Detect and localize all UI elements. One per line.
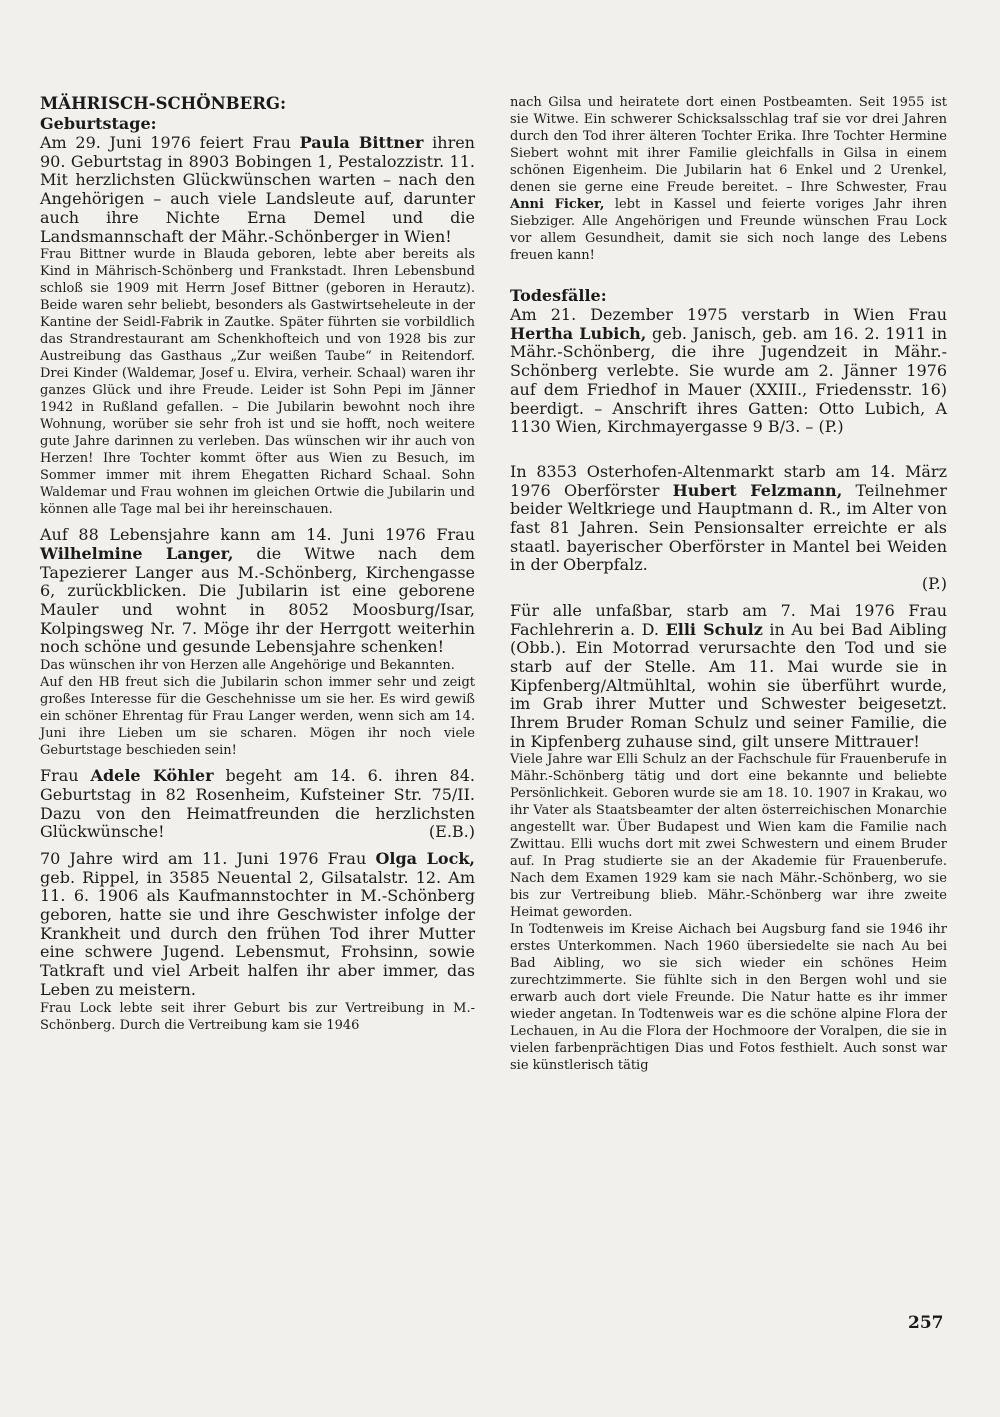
death-schulz	[510, 602, 947, 752]
birthday-bittner-details: Frau Bittner wurde in Blauda geboren, lebte aber bereits als Kind in Mährisch-Schönberg und Frankstadt. Ihren Lebensbund schloß sie 1909 mit Herrn Josef Bittner (geboren in Herautz). Beide waren sehr beliebt, besonders als Gastwirtseheleute in der Kantine der Seidl-Fabrik in Zautke. Später führten sie vorbildlich das Strandrestaurant am Schenkhofteich und von 1928 bis zur Austreibung das Gasthaus „Zur weißen Taube“ in Reitendorf. Drei Kinder (Waldemar, Josef u. Elvira, verheir. Schaal) waren ihr ganzes Glück und ihre Freude. Leider ist Sohn Pepi im Jänner 1942 in Rußland gefallen. – Die Jubilarin bewohnt noch ihre Wohnung, worüber sie sehr froh ist und sie hofft, noch weitere gute Jahre darinnen zu verleben. Das wünschen wir ihr auch von Herzen! Ihre Tochter kommt öfter aus Wien zu Besuch, im Sommer immer mit ihrem Ehegatten Richard Schaal. Sohn Waldemar und Frau wohnen im gleichen Ortwie die Jubilarin und können alle Tage mal bei ihr hereinschauen.	[40, 247, 475, 518]
text: ihren 90. Geburtstag in 8903 Bobingen 1, Pestalozzistr. 11. Mit herzlichsten Glückwünschen warten – nach den Angehörigen – auch viele Landsleute auf, darunter auch ihre Nichte Erna Demel und die Landsmannschaft der Mähr.-Schönberger in Wien!	[40, 133, 475, 246]
author-initials: (P.)	[921, 574, 947, 594]
text: Teilnehmer beider Weltkriege und Hauptmann d. R., im Alter von fast 81 Jahren. Sein Pensionsalter erreichte er als staatl. bayerischer Oberförster in Mantel bei Weiden in der Oberpfalz.	[510, 480, 948, 575]
birthdays-heading: Geburtstage:	[40, 114, 157, 133]
text: die Witwe nach dem Tapezierer Langer aus M.-Schönberg, Kirchengasse 6, zurückblicken. Die Jubilarin ist eine geborene Mauler und wohnt in 8052 Moosburg/Isar, Kolpingsweg Nr. 7. Möge ihr der Herrgott weiterhin noch schöne und gesunde Lebensjahre schenken!	[40, 543, 475, 657]
death-felzmann	[510, 463, 947, 594]
text: lebt in Kassel und feierte voriges Jahr ihren Siebziger. Alle Angehörigen und Freunde wünschen Frau Lock vor allem Gesundheit, damit sie sich noch lange des Lebens freuen kann!	[510, 197, 947, 263]
section-title: MÄHRISCH-SCHÖNBERG:	[40, 94, 287, 113]
text: geb. Rippel, in 3585 Neuental 2, Gilsatalstr. 12. Am 11. 6. 1906 als Kaufmannstochter in M.-Schönberg geboren, hatte sie und ihre Geschwister infolge der Krankheit und durch den frühen Tod ihrer Mutter eine schwere Jugend. Lebensmut, Frohsinn, sowie Tatkraft und viel Arbeit halfen ihr aber immer, das Leben zu meistern.	[40, 867, 475, 999]
person-name: Paula Bittner	[299, 133, 424, 152]
right-column	[510, 94, 947, 1074]
birthday-lock-details: Frau Lock lebte seit ihrer Geburt bis zur Vertreibung in M.-Schönberg. Durch die Vertreibung kam sie 1946	[40, 1000, 475, 1033]
birthday-koehler	[40, 767, 475, 842]
death-schulz-later-life: In Todtenweis im Kreise Aichach bei Augsburg fand sie 1946 ihr erstes Unterkommen. Nach 1960 übersiedelte sie nach Au bei Bad Aibling, wo sie sich wieder ein schönes Heim zurechtzimmerte. Sie fühlte sich in den Bergen wohl und sie erwarb auch dort viele Freunde. Die Natur hatte es ihr immer wieder angetan. In Todtenweis war es die schöne alpine Flora der Lechauen, in Au die Flora der Hochmoore der Voralpen, die sie in vielen farbenprächtigen Dias und Fotos festhielt. Auch sonst war sie künstlerisch tätig	[510, 922, 947, 1074]
text: geb. Janisch, geb. am 16. 2. 1911 in Mähr.-Schönberg, die ihre Jugendzeit in Mähr.-Schönberg verlebte. Sie wurde am 2. Jänner 1976 auf dem Friedhof in Mauer (XXIII., Friedensstr. 16) beerdigt. – Anschrift ihres Gatten: Otto Lubich, A 1130 Wien, Kirchmayergasse 9 B/3. – (P.)	[510, 323, 948, 437]
text: In 8353 Osterhofen-Altenmarkt starb am 14. März 1976 Oberförster	[510, 461, 947, 500]
birthday-lock	[40, 850, 475, 1000]
left-column	[40, 94, 475, 1034]
text: 70 Jahre wird am 11. Juni 1976 Frau	[40, 848, 376, 868]
person-name: Adele Köhler	[90, 766, 214, 786]
text: in Au bei Bad Aibling (Obb.). Ein Motorrad verursachte den Tod und sie starb auf der Stelle. Am 11. Mai wurde sie in Kipfenberg/Altmühltal, wohin sie überführt wurde, im Grab ihrer Mutter und Schwester beigesetzt. Ihrem Bruder Roman Schulz und seiner Familie, die in Kipfenberg zuhause sind, gilt unsere Mittrauer!	[510, 619, 947, 751]
deaths-heading: Todesfälle:	[510, 286, 607, 305]
birthday-langer-wish: Das wünschen ihr von Herzen alle Angehörige und Bekannten.	[40, 658, 455, 674]
author-initials: (E.B.)	[428, 822, 475, 842]
birthday-langer-details: Auf den HB freut sich die Jubilarin schon immer sehr und zeigt großes Interesse für die Geschehnisse um sie her. Es wird gewiß ein schöner Ehrentag für Frau Langer werden, wenn sich am 14. Juni ihre Lieben um sie scharen. Mögen ihr noch viele Geburtstage beschieden sein!	[40, 675, 475, 759]
birthday-langer	[40, 526, 475, 657]
death-lubich	[510, 306, 947, 437]
text: Für alle unfaßbar, starb am 7. Mai 1976 Frau Fachlehrerin a. D.	[510, 600, 947, 639]
birthday-lock-continued	[510, 94, 947, 264]
person-name: Anni Ficker,	[510, 197, 605, 212]
person-name: Wilhelmine Langer,	[40, 543, 234, 563]
person-name: Hertha Lubich,	[510, 323, 647, 343]
text: Am 21. Dezember 1975 verstarb in Wien Frau	[510, 305, 947, 324]
text: Am 29. Juni 1976 feiert Frau	[40, 133, 300, 152]
person-name: Hubert Felzmann,	[672, 480, 843, 500]
person-name: Elli Schulz	[665, 619, 763, 639]
death-schulz-biography: Viele Jahre war Elli Schulz an der Fachschule für Frauenberufe in Mähr.-Schönberg tätig und dort eine bekannte und beliebte Persönlichkeit. Geboren wurde sie am 18. 10. 1907 in Krakau, wo ihr Vater als Staatsbeamter der alten österreichischen Monarchie angestellt war. Über Budapest und Wien kam die Familie nach Zwittau. Elli wuchs dort mit zwei Schwestern und einem Bruder auf. In Prag studierte sie an der Akademie für Frauenberufe. Nach dem Examen 1929 kam sie nach Mähr.-Schönberg, wo sie bis zur Vertreibung blieb. Mähr.-Schönberg war ihre zweite Heimat geworden.	[510, 752, 947, 921]
text: begeht am 14. 6. ihren 84. Geburtstag in 82 Rosenheim, Kufsteiner Str. 75/II. Dazu von den Heimatfreunden die herzlichsten Glückwünsche!	[40, 766, 476, 842]
person-name: Olga Lock,	[375, 848, 476, 868]
text: Auf 88 Lebensjahre kann am 14. Juni 1976 Frau	[40, 525, 475, 545]
text: nach Gilsa und heiratete dort einen Postbeamten. Seit 1955 ist sie Witwe. Ein schwerer Schicksalsschlag traf sie vor drei Jahren durch den Tod ihrer älteren Tochter Erika. Ihre Tochter Hermine Siebert wohnt mit ihrer Familie gleichfalls in Gilsa in einem schönen Eigenheim. Die Jubilarin hat 6 Enkel und 2 Urenkel, denen sie gerne eine Freude bereitet. – Ihre Schwester, Frau	[510, 95, 947, 195]
text: Frau	[40, 766, 91, 786]
page-number: 257	[908, 1313, 944, 1333]
birthday-bittner	[40, 134, 475, 246]
